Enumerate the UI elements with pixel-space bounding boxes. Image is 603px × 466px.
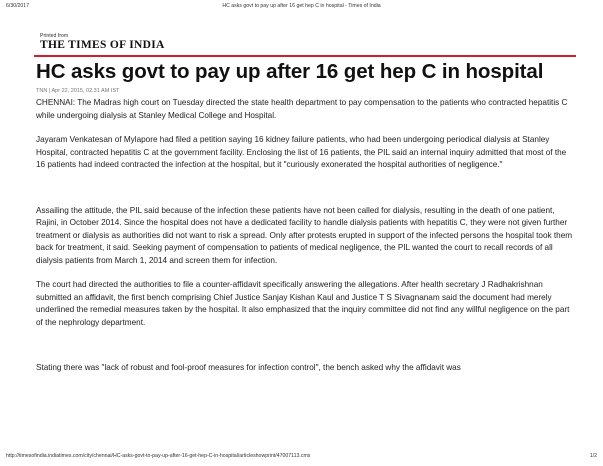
print-url-link[interactable]: http://timesofindia.indiatimes.com/city/chennai/HC-asks-govt-to-pay-up-after-16-get-hep-C-in-hospital/articleshowprint/47007113.cms [6,453,311,459]
article-paragraph: Stating there was "lack of robust and fool-proof measures for infection control", the bench asked why the affidavit was [36,363,461,372]
article-headline: HC asks govt to pay up after 16 get hep C in hospital [36,60,544,83]
article-paragraph: CHENNAI: The Madras high court on Tuesday directed the state health department to pay compensation to the patients who contracted hepatitis C while undergoing dialysis at Stanley Medical College and Hospital. [36,98,568,120]
article-paragraph: The court had directed the authorities to file a counter-affidavit specifically answering the allegations. After health secretary J Radhakrishnan submitted an affidavit, the first bench comprising Chief Justice Sanjay Kishan Kaul and Justice T S Sivagnanam said the document had merely underlined the remedial measures taken by the hospital. It also emphasized that the inquiry committee did not find any willful negligence on the part of the nephrology department. [36,280,570,327]
times-of-india-logo: THE TIMES OF INDIA [40,39,165,51]
article-body [36,97,576,375]
print-date: 6/30/2017 [6,3,30,9]
print-header [6,3,597,13]
print-footer [6,453,597,463]
article-paragraph: Assailing the attitude, the PIL said because of the infection these patients have not been called for dialysis, resulting in the death of one patient, Rajini, in October 2014. Since the hospital does not have a dedicated facility to handle dialysis patients with hepatitis C, they were not given further treatment or dialysis as authorities did not want to risk a spread. Only after protests erupted in support of the infected persons the hospital took them back for treatment, it said. Seeking payment of compensation to patients of medical negligence, the PIL wanted the court to recall records of all dialysis patients from March 1, 2014 and screen them for infection. [36,205,573,265]
print-page-number: 1/2 [589,453,597,459]
article-paragraph: Jayaram Venkatesan of Mylapore had filed a petition saying 16 kidney failure patients, who had been undergoing periodical dialysis at Stanley Hospital, contracted hepatitis C at the government facility. Enclosing the list of 16 patients, the PIL said an internal inquiry admitted that most of the 16 patients had indeed contracted the infection at the hospital, but it "curiously exonerated the hospital authorities of negligence." [36,135,567,169]
header-divider [34,55,576,57]
printed-from-label: Printed from [40,33,69,39]
article-byline: TNN | Apr 22, 2015, 02.31 AM IST [36,88,120,94]
print-page-title: HC asks govt to pay up after 16 get hep C in hospital - Times of India [222,3,381,9]
